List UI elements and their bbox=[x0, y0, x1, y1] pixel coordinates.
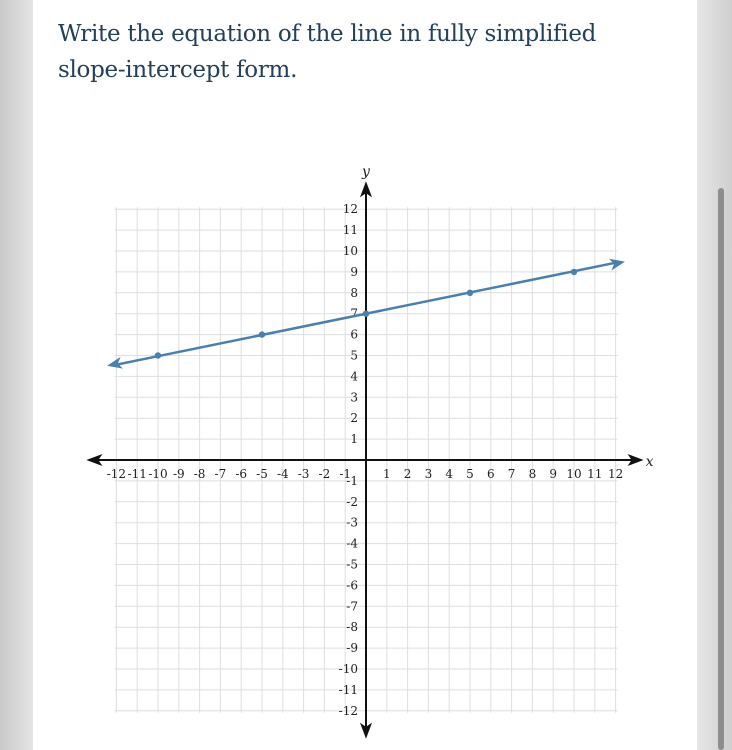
y-tick-label: 9 bbox=[350, 264, 358, 279]
x-tick-label: -6 bbox=[235, 467, 248, 481]
x-tick-label: -7 bbox=[214, 467, 227, 481]
question-text: Write the equation of the line in fully simplified slope-intercept form. bbox=[58, 21, 597, 83]
data-point bbox=[363, 311, 369, 317]
y-tick-label: -7 bbox=[346, 599, 358, 614]
y-tick-label: 3 bbox=[350, 390, 358, 405]
x-tick-label: 2 bbox=[403, 467, 412, 481]
y-tick-label: 4 bbox=[350, 369, 358, 384]
x-tick-label: 12 bbox=[607, 467, 624, 481]
y-tick-label: 1 bbox=[350, 432, 358, 447]
y-tick-label: 8 bbox=[350, 285, 358, 300]
y-tick-label: -10 bbox=[338, 662, 358, 676]
x-tick-label: 9 bbox=[549, 467, 558, 481]
y-tick-label: 7 bbox=[350, 306, 358, 321]
x-tick-label: 1 bbox=[382, 467, 391, 481]
x-tick-label: 5 bbox=[466, 467, 474, 481]
y-tick-label: -8 bbox=[346, 620, 358, 635]
y-tick-label: -2 bbox=[346, 494, 358, 509]
y-tick-label: 2 bbox=[350, 411, 358, 426]
x-tick-label: -3 bbox=[297, 467, 310, 481]
x-tick-label: 7 bbox=[507, 467, 516, 481]
y-tick-label: 12 bbox=[342, 202, 358, 217]
x-axis-label: x bbox=[645, 454, 654, 470]
x-tick-label: 3 bbox=[424, 467, 433, 481]
data-point bbox=[259, 331, 265, 337]
y-tick-label: -12 bbox=[338, 703, 358, 718]
data-point bbox=[155, 352, 161, 358]
x-tick-label: 11 bbox=[587, 467, 603, 481]
y-tick-label: -5 bbox=[346, 557, 358, 572]
y-tick-label: -6 bbox=[346, 578, 358, 593]
data-point bbox=[467, 290, 473, 296]
x-tick-label: -10 bbox=[148, 467, 168, 481]
y-tick-label: -3 bbox=[346, 515, 358, 530]
y-tick-label: -1 bbox=[346, 473, 358, 488]
x-tick-label: -1 bbox=[339, 467, 352, 481]
x-tick-label: -9 bbox=[172, 467, 185, 481]
y-tick-label: 10 bbox=[342, 244, 358, 258]
y-tick-label: 5 bbox=[350, 348, 358, 363]
x-tick-label: 4 bbox=[445, 467, 454, 481]
x-tick-label: -4 bbox=[276, 467, 289, 481]
y-tick-label: -11 bbox=[338, 682, 358, 697]
y-tick-label: -9 bbox=[346, 641, 358, 656]
x-tick-label: 10 bbox=[566, 467, 582, 481]
y-axis-label: y bbox=[362, 164, 370, 181]
x-tick-label: -2 bbox=[318, 467, 331, 481]
y-tick-label: -4 bbox=[346, 536, 358, 551]
x-tick-label: -12 bbox=[106, 467, 127, 481]
x-tick-label: -11 bbox=[127, 467, 147, 481]
x-tick-label: 8 bbox=[528, 467, 537, 481]
x-tick-label: -8 bbox=[193, 467, 206, 481]
y-tick-label: 11 bbox=[342, 223, 358, 238]
data-point bbox=[571, 269, 577, 275]
x-tick-label: 6 bbox=[486, 467, 495, 481]
y-tick-label: 6 bbox=[350, 327, 358, 342]
x-tick-label: -5 bbox=[256, 467, 268, 481]
